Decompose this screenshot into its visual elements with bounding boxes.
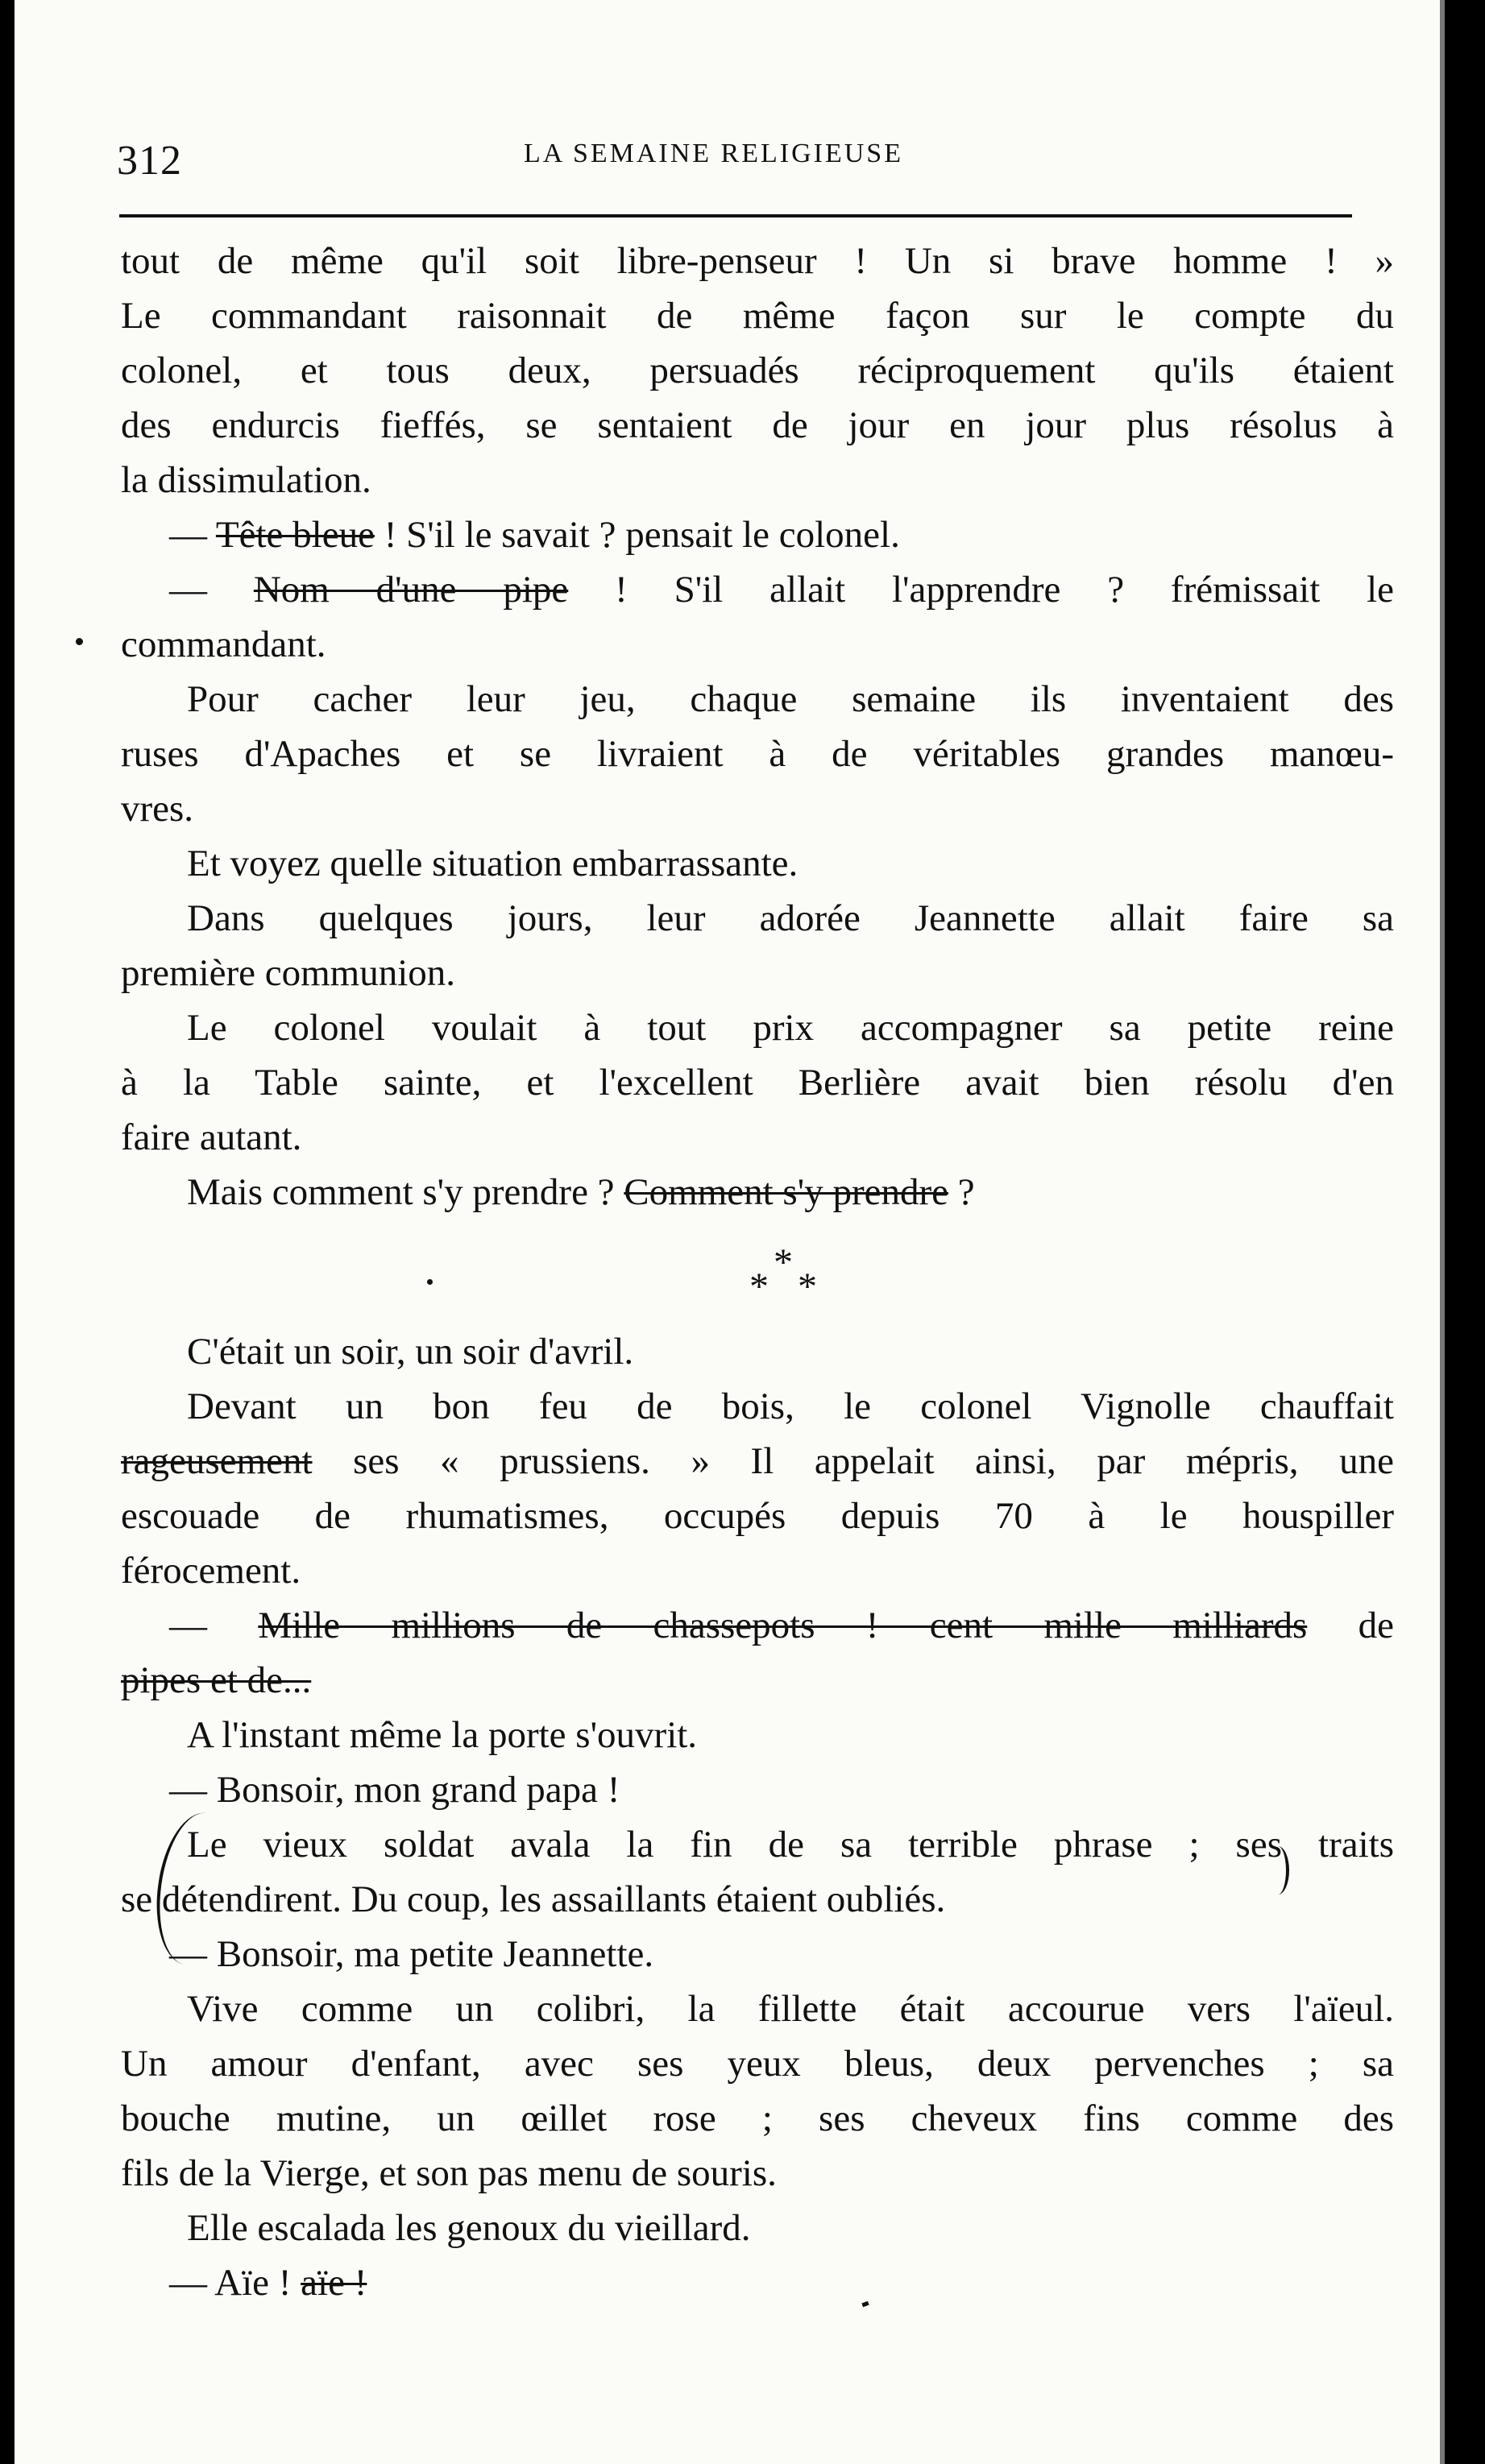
line-text: Le colonel voulait à tout prix accompagner sa petite reine: [187, 1007, 1394, 1049]
margin-dot: [76, 638, 83, 645]
line-text: ?: [948, 1171, 975, 1213]
line-text: à la Table sainte, et l'excellent Berlière avait bien résolu d'en: [121, 1062, 1394, 1104]
line-text: Un amour d'enfant, avec ses yeux bleus, deux pervenches ; sa: [121, 2043, 1394, 2085]
text-line: [121, 1055, 1394, 1110]
line-text: Le vieux soldat avala la fin de sa terrible phrase ; ses traits: [187, 1824, 1394, 1866]
line-text: Devant un bon feu de bois, le colonel Vignolle chauffait: [187, 1385, 1394, 1427]
line-text: Pour cacher leur jeu, chaque semaine ils inventaient des: [187, 678, 1394, 720]
body-text: [121, 234, 1394, 2310]
text-line: [121, 2036, 1394, 2091]
text-line: [121, 2201, 1394, 2255]
struck-out-text: Comment s'y prendre: [624, 1171, 948, 1213]
line-text: tout de même qu'il soit libre-penseur ! Un si brave homme ! »: [121, 240, 1394, 282]
text-line: [121, 1110, 1394, 1165]
handwritten-bracket-close: [1267, 1846, 1289, 1895]
header-rule: [119, 214, 1352, 217]
text-line: [121, 2255, 1394, 2310]
line-text: la dissimulation.: [121, 459, 371, 501]
struck-out-text: aïe !: [301, 2262, 367, 2304]
text-line: [121, 891, 1394, 946]
text-line: [121, 343, 1394, 398]
text-line: [121, 1379, 1394, 1434]
line-text: Vive comme un colibri, la fillette était accourue vers l'aïeul.: [187, 1988, 1394, 2030]
page-number: 312: [117, 138, 182, 184]
asterisk: *: [749, 1265, 769, 1308]
line-text: bouche mutine, un œillet rose ; ses cheveux fins comme des: [121, 2098, 1394, 2139]
text-line: [121, 727, 1394, 781]
line-text: des endurcis fieffés, se sentaient de jour en jour plus résolus à: [121, 404, 1394, 446]
page-edge-shadow: [1440, 0, 1445, 2464]
text-line: [121, 398, 1394, 453]
line-text: première communion.: [121, 952, 456, 994]
line-text: Et voyez quelle situation embarrassante.: [187, 843, 798, 884]
page-header: [0, 121, 1485, 185]
text-line: [121, 1653, 1394, 1708]
text-line: [121, 1817, 1394, 1872]
struck-out-text: rageusement: [121, 1440, 313, 1482]
section-asterism: [121, 1220, 1394, 1324]
line-text: ruses d'Apaches et se livraient à de véritables grandes manœu-: [121, 733, 1394, 775]
text-line: [121, 781, 1394, 836]
text-line: [121, 672, 1394, 727]
text-line: [121, 1598, 1394, 1653]
line-text: se détendirent. Du coup, les assaillants étaient oubliés.: [121, 1878, 946, 1920]
asterisk: *: [798, 1265, 817, 1308]
text-line: [121, 1762, 1394, 1817]
text-line: [121, 946, 1394, 1000]
line-text: C'était un soir, un soir d'avril.: [187, 1331, 634, 1373]
text-line: [121, 562, 1394, 617]
text-line: [121, 1489, 1394, 1543]
line-text: de: [1307, 1605, 1394, 1646]
text-line: [121, 507, 1394, 562]
text-line: [121, 617, 1394, 672]
line-text: fils de la Vierge, et son pas menu de souris.: [121, 2152, 777, 2194]
asterisk: *: [774, 1241, 793, 1284]
text-line: [121, 288, 1394, 343]
line-text: Le commandant raisonnait de même façon sur le compte du: [121, 295, 1394, 337]
line-text: —: [169, 514, 216, 556]
text-part-2: [121, 1324, 1394, 2310]
text-line: [121, 1000, 1394, 1055]
text-line: [121, 1165, 1394, 1220]
running-head: LA SEMAINE RELIGIEUSE: [524, 139, 903, 168]
line-text: colonel, et tous deux, persuadés réciproquement qu'ils étaient: [121, 350, 1394, 391]
line-text: Elle escalada les genoux du vieillard.: [187, 2207, 751, 2249]
line-text: ses « prussiens. » Il appelait ainsi, par mépris, une: [312, 1440, 1394, 1482]
line-text: férocement.: [121, 1550, 301, 1592]
line-text: Dans quelques jours, leur adorée Jeannette allait faire sa: [187, 897, 1394, 939]
line-text: —: [169, 1605, 259, 1646]
line-text: vres.: [121, 788, 194, 830]
text-line: [121, 1434, 1394, 1489]
text-line: [121, 1872, 1394, 1927]
line-text: escouade de rhumatismes, occupés depuis 70 à le houspiller: [121, 1495, 1394, 1537]
text-line: [121, 1324, 1394, 1379]
text-line: [121, 234, 1394, 288]
text-line: [121, 1927, 1394, 1982]
line-text: —: [169, 569, 254, 611]
struck-out-text: Tête bleue: [215, 514, 375, 556]
text-line: [121, 836, 1394, 891]
line-text: A l'instant même la porte s'ouvrit.: [187, 1714, 698, 1756]
text-line: [121, 1982, 1394, 2036]
struck-out-text: Nom d'une pipe: [253, 569, 569, 611]
struck-out-text: Mille millions de chassepots ! cent mille milliards: [258, 1605, 1308, 1646]
text-part-1: [121, 234, 1394, 1220]
line-text: — Bonsoir, mon grand papa !: [169, 1769, 620, 1811]
text-line: [121, 1543, 1394, 1598]
line-text: commandant.: [121, 623, 326, 665]
text-line: [121, 2091, 1394, 2146]
struck-out-text: pipes et de...: [121, 1659, 312, 1701]
line-text: faire autant.: [121, 1116, 302, 1158]
text-line: [121, 453, 1394, 507]
text-line: [121, 2146, 1394, 2201]
line-text: — Aïe !: [169, 2262, 301, 2304]
line-text: Mais comment s'y prendre ?: [187, 1171, 624, 1213]
line-text: ! S'il allait l'apprendre ? frémissait le: [568, 569, 1395, 611]
text-line: [121, 1708, 1394, 1762]
line-text: ! S'il le savait ? pensait le colonel.: [374, 514, 900, 556]
line-text: — Bonsoir, ma petite Jeannette.: [169, 1933, 654, 1975]
